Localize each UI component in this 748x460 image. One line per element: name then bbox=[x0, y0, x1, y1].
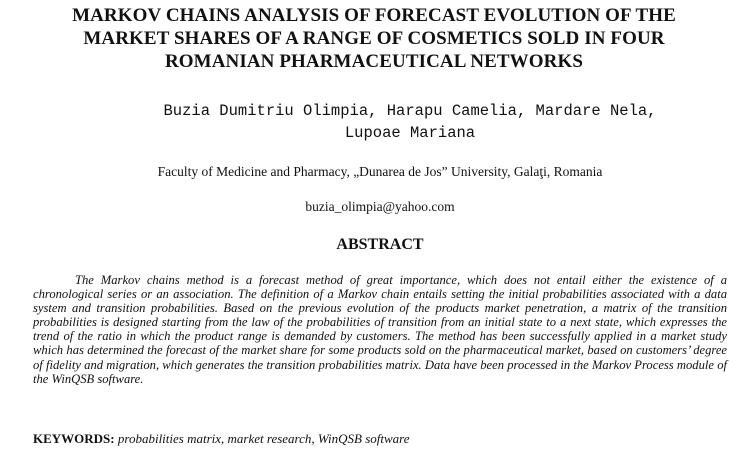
abstract-body: The Markov chains method is a forecast method of great importance, which does not entail either the existence of a chronological series or an association. The definition of a Markov chain entails setting the initial probabilities associated with a data system and transition probabilities. Based on the previous evolution of the products market penetration, a matrix of the transition probabilities is designed starting from the law of the probabilities of transition from an initial state to a next state, which expresses the trend of the ratio in which the product range is demanded by customers. The method has been successfully applied in a market study which has determined the forecast of the market share for some products sold on the pharmaceutical market, based on customers’ degree of fidelity and migration, which generates the transition probabilities matrix. Data have been processed in the Markov Process module of the WinQSB software. bbox=[33, 273, 727, 386]
keywords-label: KEYWORDS: bbox=[33, 431, 115, 446]
author-list-line-1: Buzia Dumitriu Olimpia, Harapu Camelia, Mardare Nela, bbox=[163, 102, 657, 120]
paper-title-line-3: ROMANIAN PHARMACEUTICAL NETWORKS bbox=[164, 51, 584, 72]
paper-title-line-2: MARKET SHARES OF A RANGE OF COSMETICS SOLD IN FOUR bbox=[83, 28, 665, 49]
paper-title bbox=[18, 4, 730, 73]
author-list-line-2: Lupoae Mariana bbox=[344, 124, 476, 142]
keywords-line bbox=[33, 431, 727, 446]
paper-title-line-1: MARKOV CHAINS ANALYSIS OF FORECAST EVOLUTION OF THE bbox=[72, 5, 676, 26]
keywords-list: probabilities matrix, market research, WinQSB software bbox=[114, 431, 410, 446]
affiliation: Faculty of Medicine and Pharmacy, „Dunarea de Jos” University, Galaţi, Romania bbox=[157, 164, 603, 179]
author-list bbox=[60, 100, 748, 144]
contact-email: buzia_olimpia@yahoo.com bbox=[305, 199, 455, 214]
abstract-heading: ABSTRACT bbox=[336, 236, 424, 253]
